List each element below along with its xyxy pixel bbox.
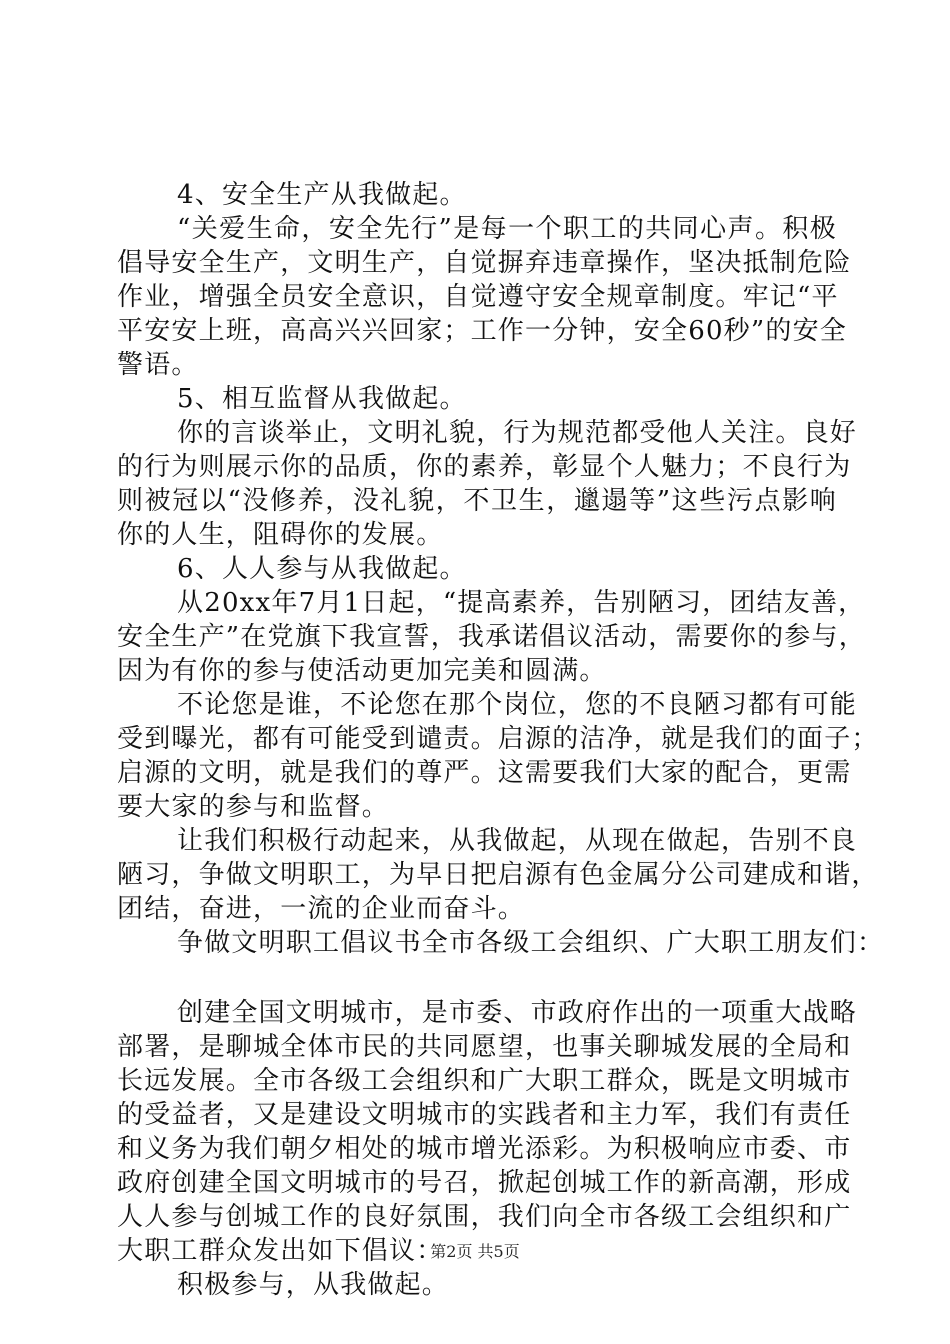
paragraph-line: 倡导安全生产，文明生产，自觉摒弃违章操作，坚决抵制危险 [117, 248, 852, 278]
paragraph-line: 作业，增强全员安全意识，自觉遵守安全规章制度。牢记“平 [117, 282, 839, 312]
paragraph-line: 的行为则展示你的品质，你的素养，彰显个人魅力；不良行为 [117, 452, 852, 482]
paragraph-line: 启源的文明，就是我们的尊严。这需要我们大家的配合，更需 [117, 758, 852, 788]
paragraph-line: 你的人生，阻碍你的发展。 [117, 520, 444, 550]
paragraph-line: 部署，是聊城全体市民的共同愿望，也事关聊城发展的全局和 [117, 1032, 852, 1062]
section-heading: 6、人人参与从我做起。 [177, 554, 467, 584]
paragraph-line: 警语。 [117, 350, 199, 380]
paragraph-line: 的受益者，又是建设文明城市的实践者和主力军，我们有责任 [117, 1100, 852, 1130]
paragraph-line: 陋习，争做文明职工，为早日把启源有色金属分公司建成和谐， [117, 860, 879, 890]
paragraph-line: 你的言谈举止，文明礼貌，行为规范都受他人关注。良好 [177, 418, 858, 448]
paragraph-line: 不论您是谁，不论您在那个岗位，您的不良陋习都有可能 [177, 690, 858, 720]
paragraph-line: 团结，奋进，一流的企业而奋斗。 [117, 894, 526, 924]
paragraph-line: 大职工群众发出如下倡议： [117, 1236, 444, 1266]
paragraph-line: “关爱生命，安全先行”是每一个职工的共同心声。积极 [177, 214, 837, 244]
section-heading: 积极参与，从我做起。 [177, 1270, 450, 1300]
paragraph-line: 受到曝光，都有可能受到谴责。启源的洁净，就是我们的面子； [117, 724, 879, 754]
blank-line [117, 960, 837, 996]
paragraph-line: 因为有你的参与使活动更加完美和圆满。 [117, 656, 607, 686]
paragraph-line: 则被冠以“没修养，没礼貌，不卫生，邋遢等”这些污点影响 [117, 486, 837, 516]
section-heading: 4、安全生产从我做起。 [177, 180, 467, 210]
paragraph-line: 创建全国文明城市，是市委、市政府作出的一项重大战略 [177, 998, 858, 1028]
paragraph-line: 和义务为我们朝夕相处的城市增光添彩。为积极响应市委、市 [117, 1134, 852, 1164]
paragraph-line: 安全生产”在党旗下我宣誓，我承诺倡议活动，需要你的参与， [117, 622, 866, 652]
paragraph-line: 从20xx年7月1日起，“提高素养，告别陋习，团结友善， [177, 588, 866, 618]
paragraph-line: 长远发展。全市各级工会组织和广大职工群众，既是文明城市 [117, 1066, 852, 1096]
document-subtitle: 争做文明职工倡议书全市各级工会组织、广大职工朋友们： [177, 928, 885, 958]
section-heading: 5、相互监督从我做起。 [177, 384, 467, 414]
paragraph-line: 平安安上班，高高兴兴回家；工作一分钟，安全60秒”的安全 [117, 316, 847, 346]
paragraph-line: 要大家的参与和监督。 [117, 792, 390, 822]
document-body [117, 178, 885, 1302]
page-number-footer: 第2页 共5页 [430, 1242, 520, 1261]
paragraph-line: 让我们积极行动起来，从我做起，从现在做起，告别不良 [177, 826, 858, 856]
paragraph-line: 人人参与创城工作的良好氛围，我们向全市各级工会组织和广 [117, 1202, 852, 1232]
paragraph-line: 政府创建全国文明城市的号召，掀起创城工作的新高潮，形成 [117, 1168, 852, 1198]
